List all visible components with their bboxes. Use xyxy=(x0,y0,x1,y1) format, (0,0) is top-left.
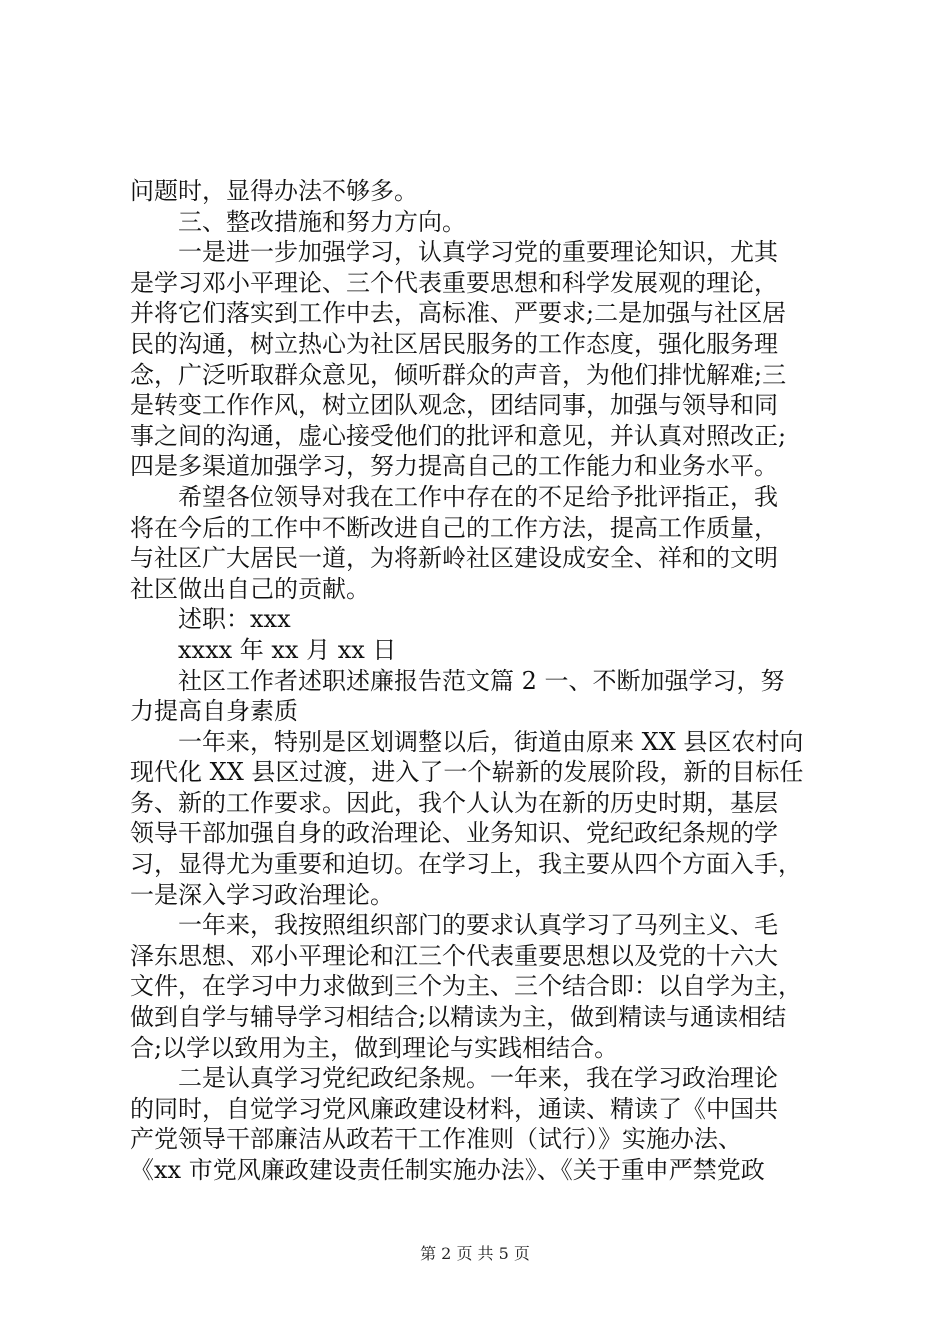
text-line: 文件，在学习中力求做到三个为主、三个结合即：以自学为主， xyxy=(130,972,802,1001)
text-line: 一是进一步加强学习，认真学习党的重要理论知识，尤其 xyxy=(178,238,778,267)
text-line: 社区工作者述职述廉报告范文篇 2 一、不断加强学习，努 xyxy=(178,666,785,695)
text-line: 与社区广大居民一道，为将新岭社区建设成安全、祥和的文明 xyxy=(130,544,778,573)
text-line: 务、新的工作要求。因此，我个人认为在新的历史时期，基层 xyxy=(130,788,778,817)
text-line: 一是深入学习政治理论。 xyxy=(130,880,394,909)
text-line: 力提高自身素质 xyxy=(130,697,298,726)
text-line: 念，广泛听取群众意见，倾听群众的声音，为他们排忧解难;三 xyxy=(130,360,787,389)
text-line: 是转变工作作风，树立团队观念，团结同事，加强与领导和同 xyxy=(130,391,778,420)
text-line: 事之间的沟通，虚心接受他们的批评和意见，并认真对照改正; xyxy=(130,421,787,450)
text-line: 产党领导干部廉洁从政若干工作准则（试行）》实施办法、 xyxy=(130,1125,742,1154)
text-line: 《xx 市党风廉政建设责任制实施办法》、《关于重申严禁党政 xyxy=(130,1156,765,1184)
page-footer: 第 2 页 共 5 页 xyxy=(420,1244,530,1263)
text-line: 民的沟通，树立热心为社区居民服务的工作态度，强化服务理 xyxy=(130,329,778,358)
text-line: 做到自学与辅导学习相结合;以精读为主，做到精读与通读相结 xyxy=(130,1003,787,1032)
text-line: 并将它们落实到工作中去，高标准、严要求;二是加强与社区居 xyxy=(130,299,787,328)
text-line: 二是认真学习党纪政纪条规。一年来，我在学习政治理论 xyxy=(178,1064,778,1093)
text-line: 现代化 XX 县区过渡，进入了一个崭新的发展阶段，新的目标任 xyxy=(130,758,804,787)
text-line: 习，显得尤为重要和迫切。在学习上，我主要从四个方面入手， xyxy=(130,850,802,879)
text-line: 三、整改措施和努力方向。 xyxy=(178,207,466,236)
text-line: xxxx 年 xx 月 xx 日 xyxy=(178,635,397,664)
text-line: 是学习邓小平理论、三个代表重要思想和科学发展观的理论， xyxy=(130,268,778,297)
text-line: 泽东思想、邓小平理论和江三个代表重要思想以及党的十六大 xyxy=(130,941,778,970)
text-line: 希望各位领导对我在工作中存在的不足给予批评指正，我 xyxy=(178,482,778,511)
text-line: 领导干部加强自身的政治理论、业务知识、党纪政纪条规的学 xyxy=(130,819,778,848)
text-line: 合;以学以致用为主，做到理论与实践相结合。 xyxy=(130,1033,619,1062)
text-line: 将在今后的工作中不断改进自己的工作方法，提高工作质量， xyxy=(130,513,778,542)
text-line: 述职：xxx xyxy=(178,605,291,634)
text-line: 一年来，特别是区划调整以后，街道由原来 XX 县区农村向 xyxy=(178,727,804,756)
text-line: 社区做出自己的贡献。 xyxy=(130,574,370,603)
text-line: 四是多渠道加强学习，努力提高自己的工作能力和业务水平。 xyxy=(130,452,778,481)
text-line: 一年来，我按照组织部门的要求认真学习了马列主义、毛 xyxy=(178,911,778,940)
document-body xyxy=(130,176,830,1186)
text-line: 问题时，显得办法不够多。 xyxy=(130,177,418,205)
text-line: 的同时，自觉学习党风廉政建设材料，通读、精读了《中国共 xyxy=(130,1094,778,1123)
